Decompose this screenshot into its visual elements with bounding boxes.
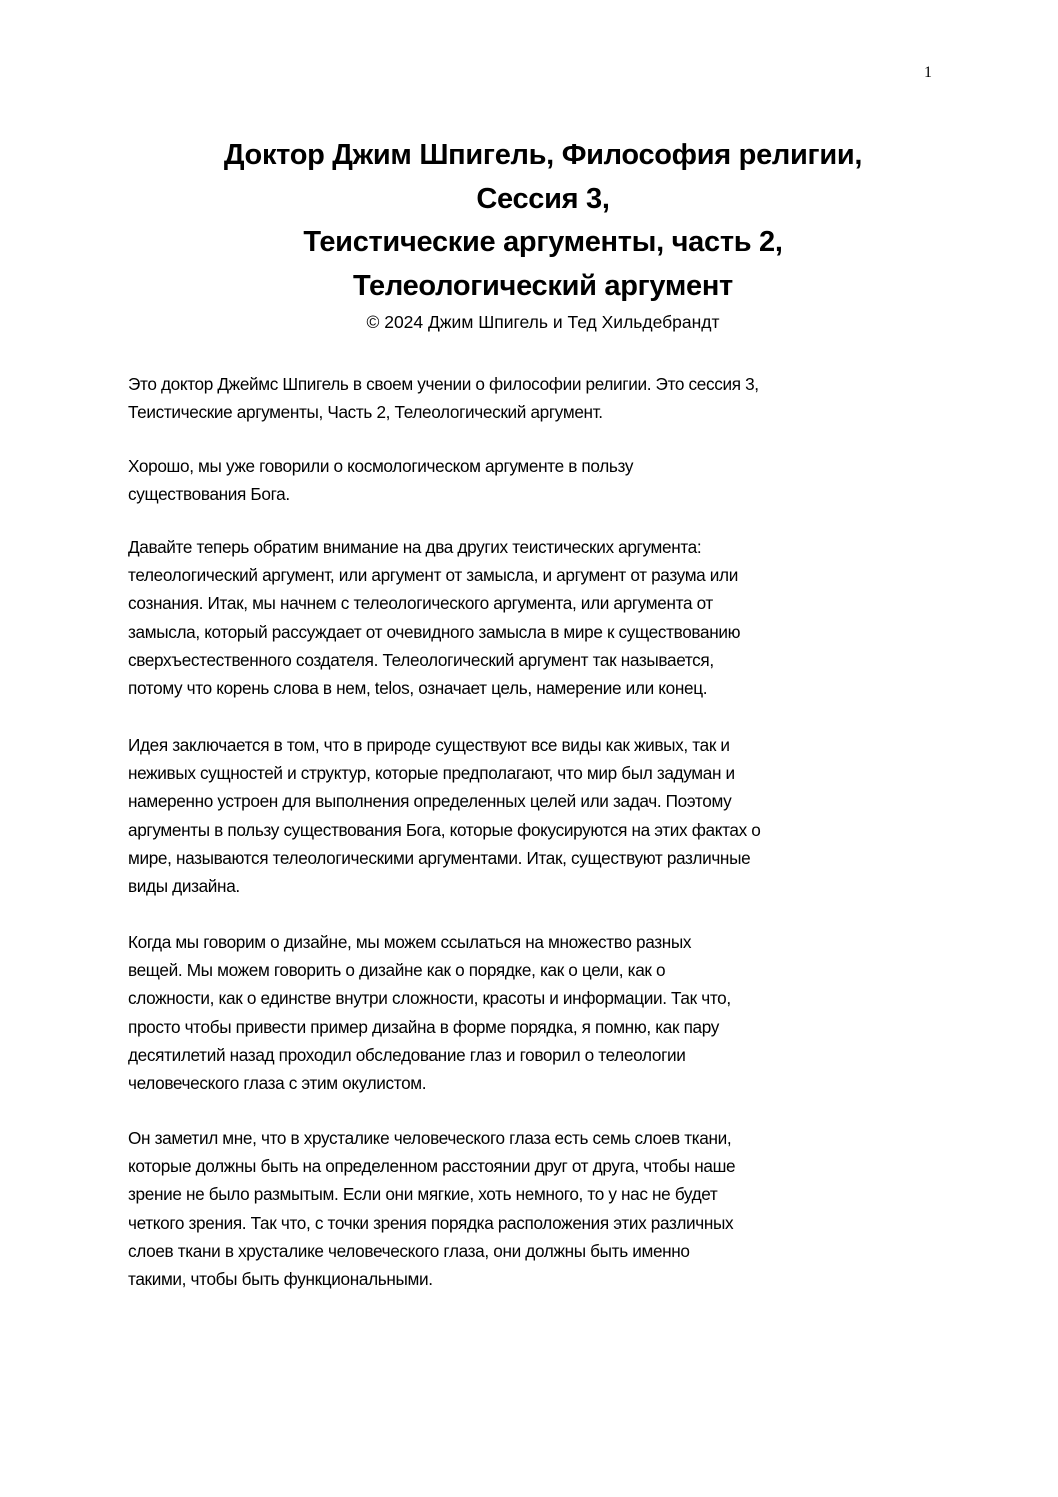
text-line: мире, называются телеологическими аргументами. Итак, существуют различные xyxy=(128,847,751,868)
text-line: Он заметил мне, что в хрусталике человеческого глаза есть семь слоев ткани, xyxy=(128,1128,732,1148)
document-title xyxy=(0,134,1058,308)
text-line: слоев ткани в хрусталике человеческого глаза, они должны быть именно xyxy=(128,1240,690,1261)
page-number: 1 xyxy=(924,64,932,81)
text-line: зрение не было размытым. Если они мягкие, хоть немного, то у нас не будет xyxy=(128,1184,718,1205)
paragraph xyxy=(128,370,759,426)
text-line: сверхъестественного создателя. Телеологический аргумент так называется, xyxy=(128,649,714,670)
title-line: Сессия 3, xyxy=(476,182,610,215)
text-line: Теистические аргументы, Часть 2, Телеологический аргумент. xyxy=(128,402,603,423)
text-line: Хорошо, мы уже говорили о космологическом аргументе в пользу xyxy=(128,456,634,476)
text-line: Это доктор Джеймс Шпигель в своем учении о философии религии. Это сессия 3, xyxy=(128,374,759,394)
text-line: просто чтобы привести пример дизайна в форме порядка, я помню, как пару xyxy=(128,1016,719,1037)
text-line: Давайте теперь обратим внимание на два других теистических аргумента: xyxy=(128,537,702,557)
paragraph xyxy=(128,452,633,508)
text-line: которые должны быть на определенном расстоянии друг от друга, чтобы наше xyxy=(128,1156,736,1177)
paragraph xyxy=(128,533,740,702)
text-line: телеологический аргумент, или аргумент от замысла, и аргумент от разума или xyxy=(128,565,738,586)
text-line: сознания. Итак, мы начнем с телеологического аргумента, или аргумента от xyxy=(128,593,713,614)
text-line: сложности, как о единстве внутри сложности, красоты и информации. Так что, xyxy=(128,988,731,1009)
title-line: Телеологический аргумент xyxy=(353,269,733,302)
text-line: вещей. Мы можем говорить о дизайне как о порядке, как о цели, как о xyxy=(128,960,666,981)
text-line: виды дизайна. xyxy=(128,875,240,896)
copyright-notice: © 2024 Джим Шпигель и Тед Хильдебрандт xyxy=(366,312,720,332)
paragraph xyxy=(128,928,731,1097)
text-line: Когда мы говорим о дизайне, мы можем ссылаться на множество разных xyxy=(128,932,692,952)
title-line: Теистические аргументы, часть 2, xyxy=(303,226,783,258)
text-line: неживых сущностей и структур, которые предполагают, что мир был задуман и xyxy=(128,763,735,784)
text-line: четкого зрения. Так что, с точки зрения порядка расположения этих различных xyxy=(128,1212,734,1233)
text-line: существования Бога. xyxy=(128,484,290,505)
text-line: намеренно устроен для выполнения определенных целей или задач. Поэтому xyxy=(128,791,732,812)
text-line: десятилетий назад проходил обследование глаз и говорил о телеологии xyxy=(128,1044,686,1065)
title-line: Доктор Джим Шпигель, Философия религии, xyxy=(223,139,863,171)
text-line: человеческого глаза с этим окулистом. xyxy=(128,1072,427,1093)
paragraph xyxy=(128,731,761,900)
text-line: потому что корень слова в нем, telos, означает цель, намерение или конец. xyxy=(128,677,708,698)
text-line: такими, чтобы быть функциональными. xyxy=(128,1268,433,1289)
text-line: замысла, который рассуждает от очевидного замысла в мире к существованию xyxy=(128,621,741,642)
paragraph xyxy=(128,1124,735,1293)
text-line: аргументы в пользу существования Бога, которые фокусируются на этих фактах о xyxy=(128,819,761,840)
text-line: Идея заключается в том, что в природе существуют все виды как живых, так и xyxy=(128,735,730,755)
